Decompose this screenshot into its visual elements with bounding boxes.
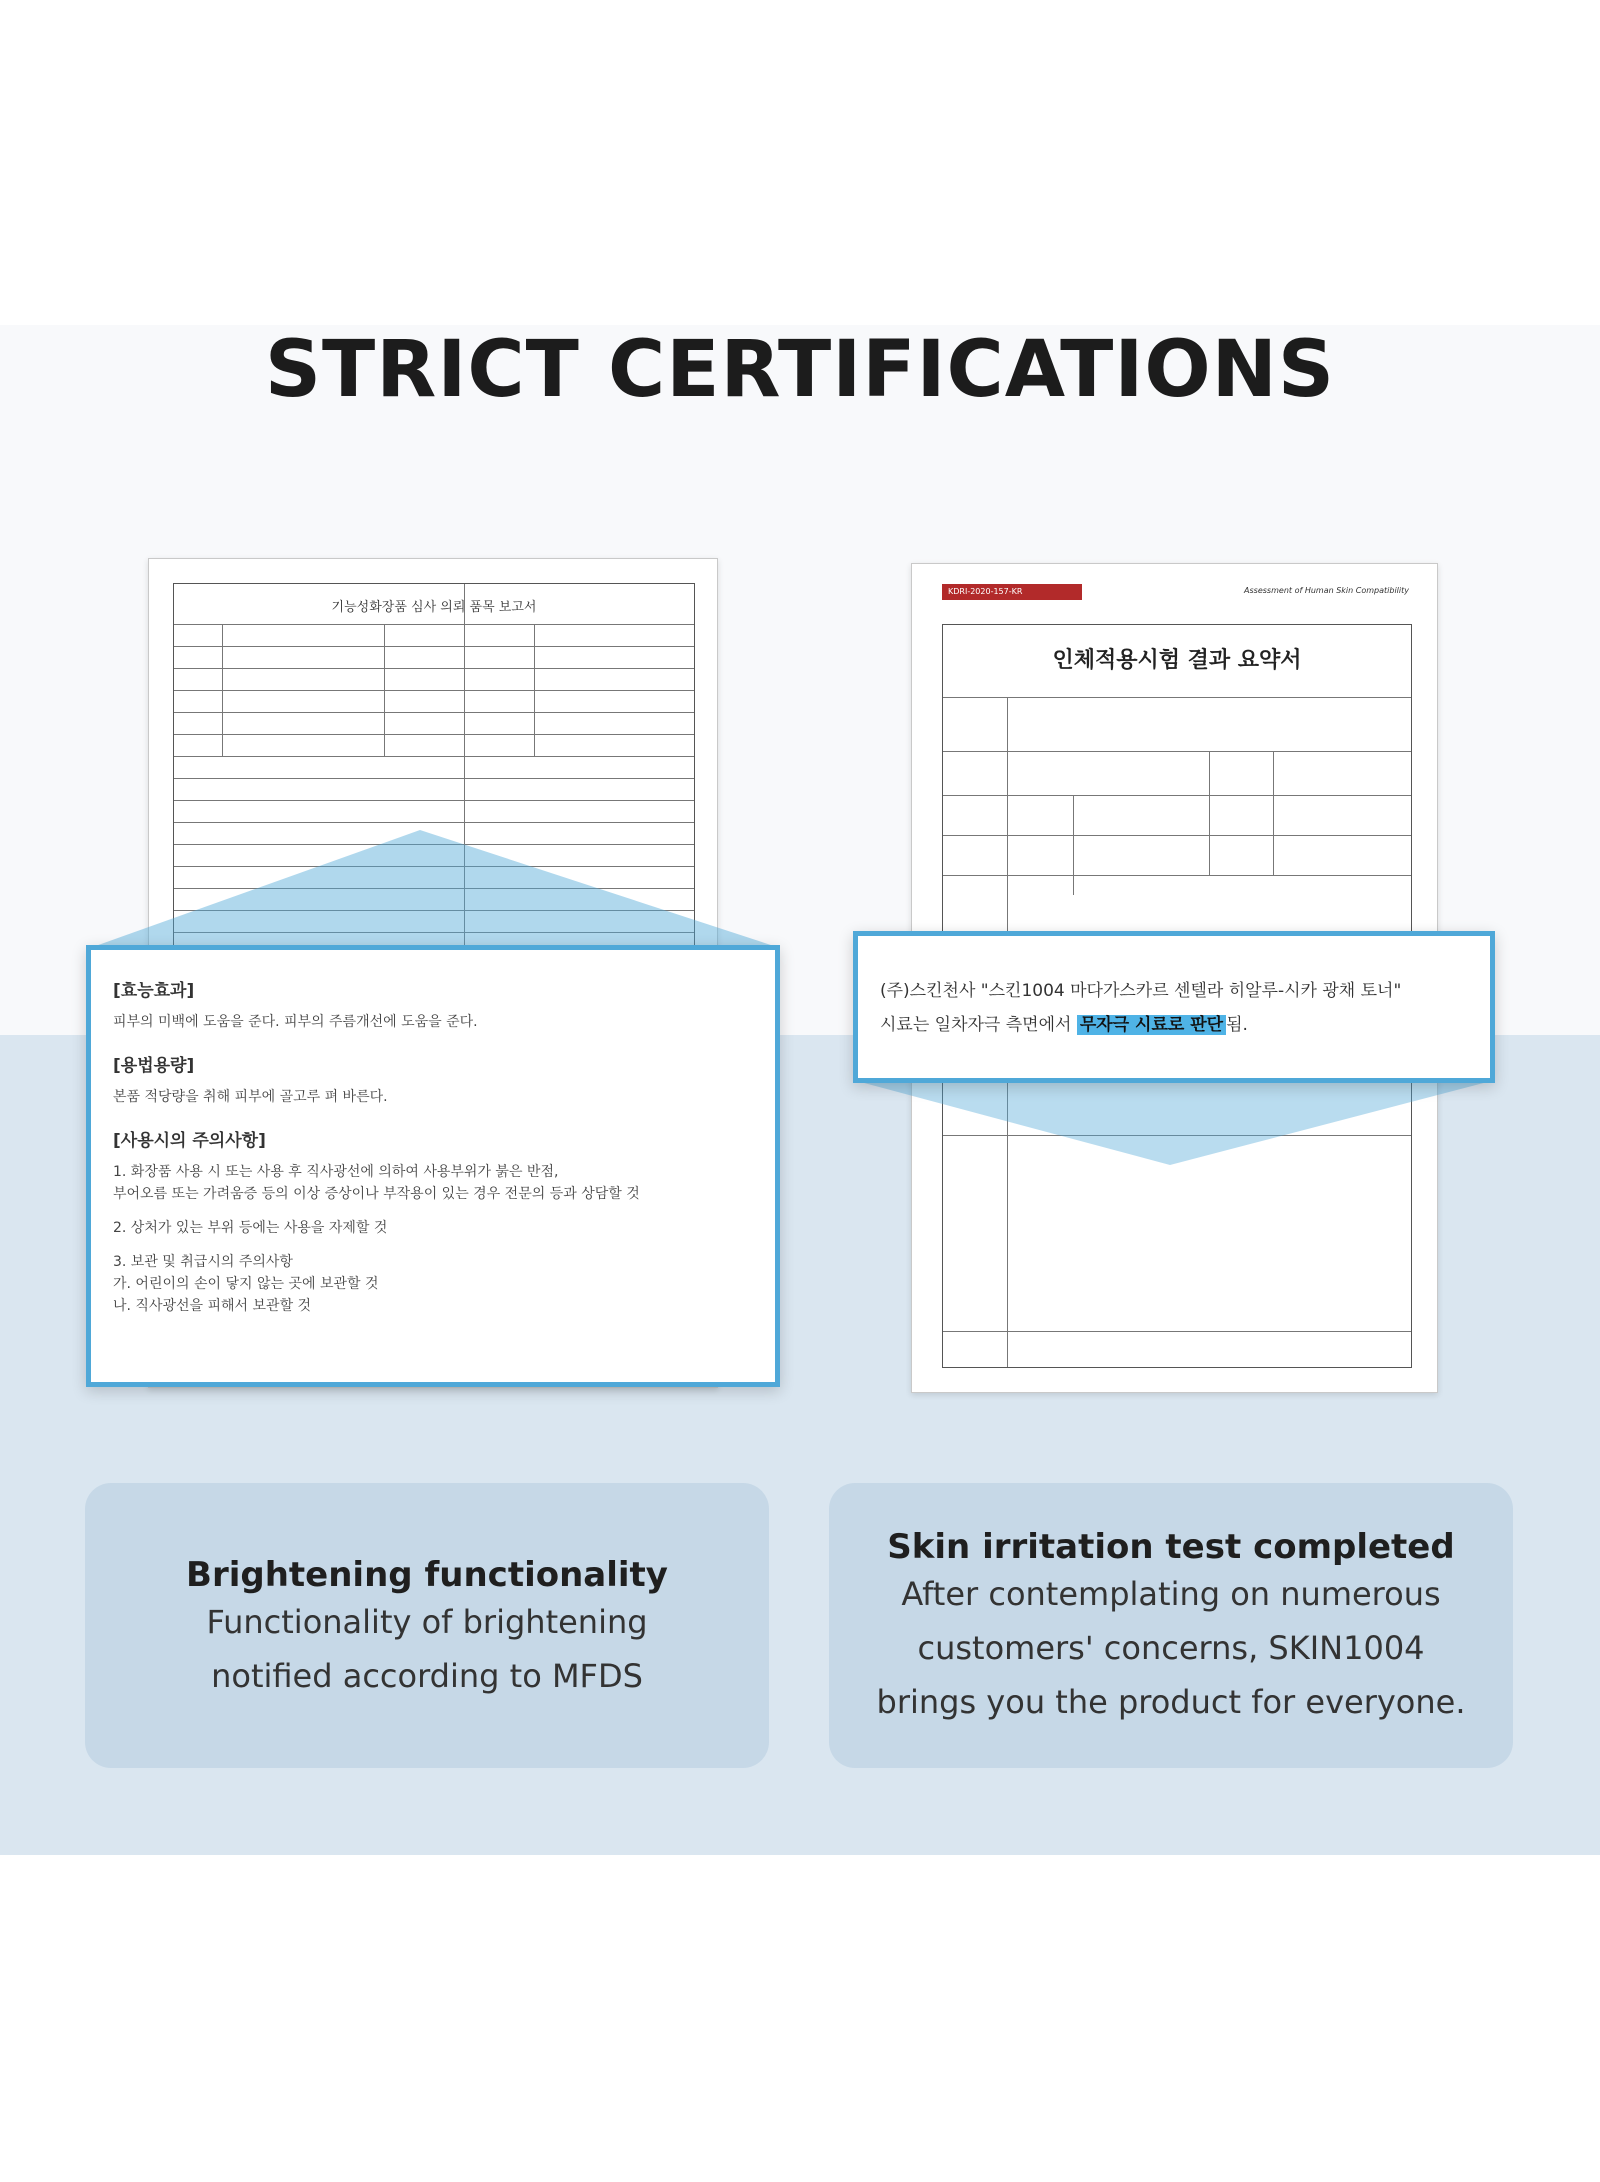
zoom-result-highlight: 무자극 시료로 판단 <box>1077 1015 1226 1035</box>
card-text-irritation-1: After contemplating on numerous <box>901 1575 1441 1613</box>
zoom-heading-efficacy: [효능효과] <box>113 981 195 1001</box>
zoom-result-line-2 <box>880 1008 1468 1042</box>
zoom-box-left <box>86 945 780 1387</box>
card-irritation <box>829 1483 1513 1768</box>
card-title-brightening: Brightening functionality <box>186 1555 668 1595</box>
card-text-irritation-3: brings you the product for everyone. <box>876 1683 1466 1721</box>
card-text-irritation-2: customers' concerns, SKIN1004 <box>917 1629 1425 1667</box>
card-title-irritation: Skin irritation test completed <box>887 1527 1455 1567</box>
zoom-caution-3a: 가. 어린이의 손이 닿지 않는 곳에 보관할 것 <box>113 1276 379 1292</box>
zoom-caution-1a: 1. 화장품 사용 시 또는 사용 후 직사광선에 의하여 사용부위가 붉은 반점, <box>113 1164 559 1180</box>
zoom-caution-1b: 부어오름 또는 가려움증 등의 이상 증상이나 부작용이 있는 경우 전문의 등과 상담할 것 <box>113 1186 640 1202</box>
zoom-result-prefix: 시료는 일차자극 측면에서 <box>880 1015 1077 1035</box>
report-code: KDRI-2020-157-KR <box>942 584 1082 600</box>
card-text-brightening-2: notified according to MFDS <box>211 1657 643 1695</box>
zoom-caution-3b: 나. 직사광선을 피해서 보관할 것 <box>113 1298 312 1314</box>
test-summary-title: 인체적용시험 결과 요약서 <box>1052 648 1302 673</box>
report-form <box>173 583 695 983</box>
zoom-heading-cautions: [사용시의 주의사항] <box>113 1131 266 1151</box>
report-subtitle: Assessment of Human Skin Compatibility <box>1244 586 1409 595</box>
card-brightening <box>85 1483 769 1768</box>
zoom-result-line-1: (주)스킨천사 "스킨1004 마다가스카르 센텔라 히알루-시카 광채 토너" <box>880 981 1402 1001</box>
zoom-text-usage: 본품 적당량을 취해 피부에 골고루 펴 바른다. <box>113 1089 388 1105</box>
report-title: 기능성화장품 심사 의뢰 품목 보고서 <box>331 600 537 615</box>
zoom-caution-3: 3. 보관 및 취급시의 주의사항 <box>113 1254 293 1270</box>
zoom-result-suffix: 됨. <box>1226 1015 1248 1035</box>
zoom-heading-usage: [용법용량] <box>113 1056 195 1076</box>
zoom-text-efficacy: 피부의 미백에 도움을 준다. 피부의 주름개선에 도움을 준다. <box>113 1014 478 1030</box>
card-text-brightening-1: Functionality of brightening <box>206 1603 648 1641</box>
zoom-caution-2: 2. 상처가 있는 부위 등에는 사용을 자제할 것 <box>113 1220 388 1236</box>
page-title: STRICT CERTIFICATIONS <box>264 325 1336 415</box>
zoom-box-right <box>853 931 1495 1083</box>
